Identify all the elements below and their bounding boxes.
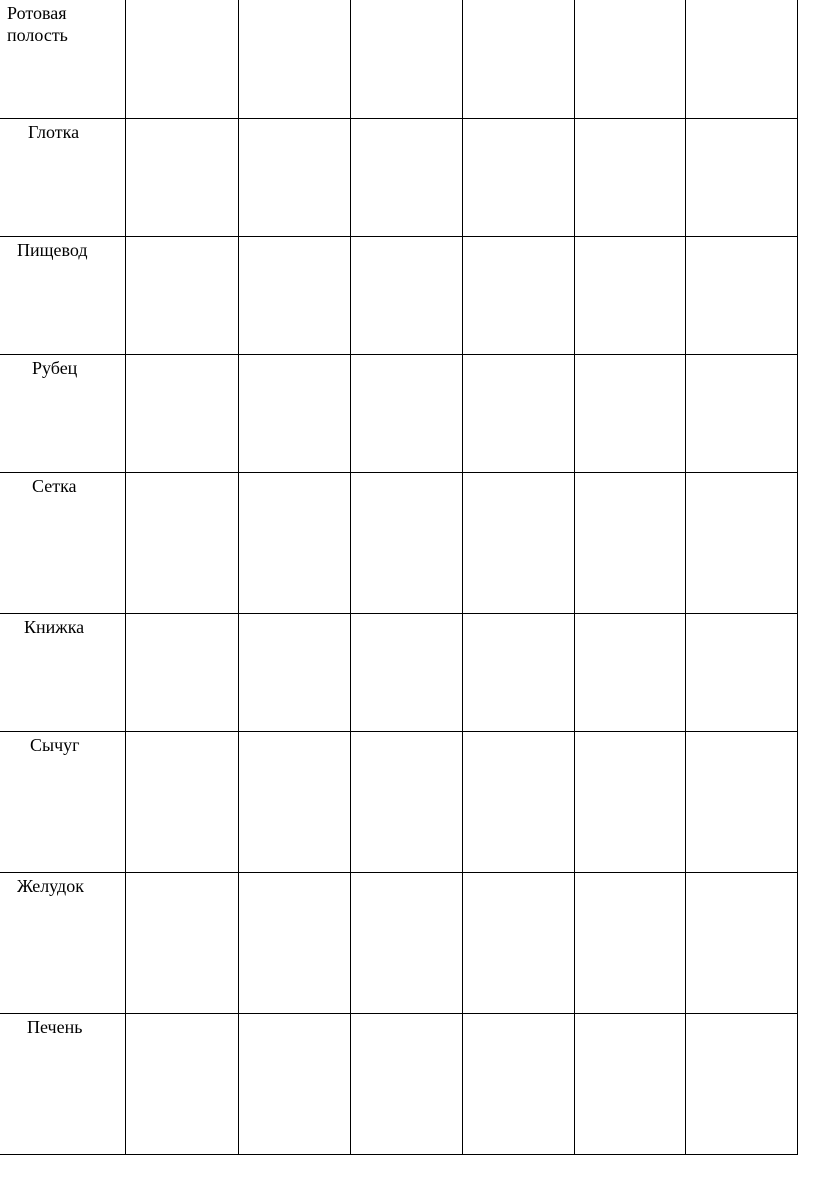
row-label: Книжка — [24, 616, 85, 637]
empty-cell[interactable] — [238, 354, 350, 472]
row-label: Глотка — [28, 121, 80, 142]
empty-cell[interactable] — [574, 236, 685, 354]
empty-cell[interactable] — [462, 236, 574, 354]
table-row — [0, 354, 797, 472]
row-label-cell — [0, 472, 125, 613]
empty-cell[interactable] — [685, 613, 797, 731]
row-label: Печень — [27, 1016, 83, 1037]
empty-cell[interactable] — [350, 613, 462, 731]
empty-cell[interactable] — [462, 613, 574, 731]
row-label: Желудок — [17, 875, 84, 896]
empty-cell[interactable] — [350, 1013, 462, 1154]
empty-cell[interactable] — [462, 118, 574, 236]
empty-cell[interactable] — [685, 472, 797, 613]
empty-cell[interactable] — [125, 0, 238, 118]
row-label-cell — [0, 0, 125, 118]
row-label-cell — [0, 354, 125, 472]
empty-cell[interactable] — [350, 872, 462, 1013]
empty-cell[interactable] — [350, 118, 462, 236]
empty-cell[interactable] — [574, 872, 685, 1013]
empty-cell[interactable] — [462, 872, 574, 1013]
table-row — [0, 731, 797, 872]
row-label-cell — [0, 613, 125, 731]
empty-cell[interactable] — [685, 354, 797, 472]
empty-cell[interactable] — [350, 0, 462, 118]
empty-cell[interactable] — [685, 118, 797, 236]
empty-cell[interactable] — [574, 118, 685, 236]
empty-cell[interactable] — [125, 613, 238, 731]
table-row — [0, 1013, 797, 1154]
row-label: Рубец — [32, 357, 78, 378]
empty-cell[interactable] — [685, 1013, 797, 1154]
empty-cell[interactable] — [350, 731, 462, 872]
empty-cell[interactable] — [462, 354, 574, 472]
table-row — [0, 613, 797, 731]
row-label: Сетка — [32, 475, 77, 496]
empty-cell[interactable] — [238, 613, 350, 731]
empty-cell[interactable] — [238, 0, 350, 118]
row-label-cell — [0, 731, 125, 872]
empty-cell[interactable] — [238, 236, 350, 354]
empty-cell[interactable] — [125, 236, 238, 354]
table-row — [0, 872, 797, 1013]
empty-cell[interactable] — [238, 118, 350, 236]
row-label: Ротовая полость — [7, 3, 68, 45]
empty-cell[interactable] — [350, 236, 462, 354]
empty-cell[interactable] — [125, 472, 238, 613]
empty-cell[interactable] — [125, 1013, 238, 1154]
empty-cell[interactable] — [462, 472, 574, 613]
empty-cell[interactable] — [574, 613, 685, 731]
empty-cell[interactable] — [574, 472, 685, 613]
table-row — [0, 0, 797, 118]
empty-cell[interactable] — [238, 872, 350, 1013]
empty-cell[interactable] — [462, 1013, 574, 1154]
table-row — [0, 118, 797, 236]
empty-cell[interactable] — [462, 0, 574, 118]
empty-cell[interactable] — [685, 731, 797, 872]
empty-cell[interactable] — [350, 354, 462, 472]
empty-cell[interactable] — [685, 236, 797, 354]
empty-cell[interactable] — [574, 0, 685, 118]
empty-cell[interactable] — [125, 731, 238, 872]
empty-cell[interactable] — [238, 472, 350, 613]
empty-cell[interactable] — [685, 872, 797, 1013]
row-label-cell — [0, 236, 125, 354]
empty-cell[interactable] — [125, 354, 238, 472]
empty-cell[interactable] — [574, 354, 685, 472]
empty-cell[interactable] — [574, 731, 685, 872]
row-label-cell — [0, 872, 125, 1013]
table-row — [0, 236, 797, 354]
table-row — [0, 472, 797, 613]
empty-cell[interactable] — [685, 0, 797, 118]
empty-cell[interactable] — [350, 472, 462, 613]
row-label-cell — [0, 118, 125, 236]
empty-cell[interactable] — [125, 872, 238, 1013]
row-label: Пищевод — [17, 239, 88, 260]
empty-cell[interactable] — [238, 731, 350, 872]
row-label-cell — [0, 1013, 125, 1154]
empty-cell[interactable] — [238, 1013, 350, 1154]
empty-cell[interactable] — [574, 1013, 685, 1154]
row-label: Сычуг — [30, 734, 80, 755]
empty-cell[interactable] — [462, 731, 574, 872]
empty-cell[interactable] — [125, 118, 238, 236]
